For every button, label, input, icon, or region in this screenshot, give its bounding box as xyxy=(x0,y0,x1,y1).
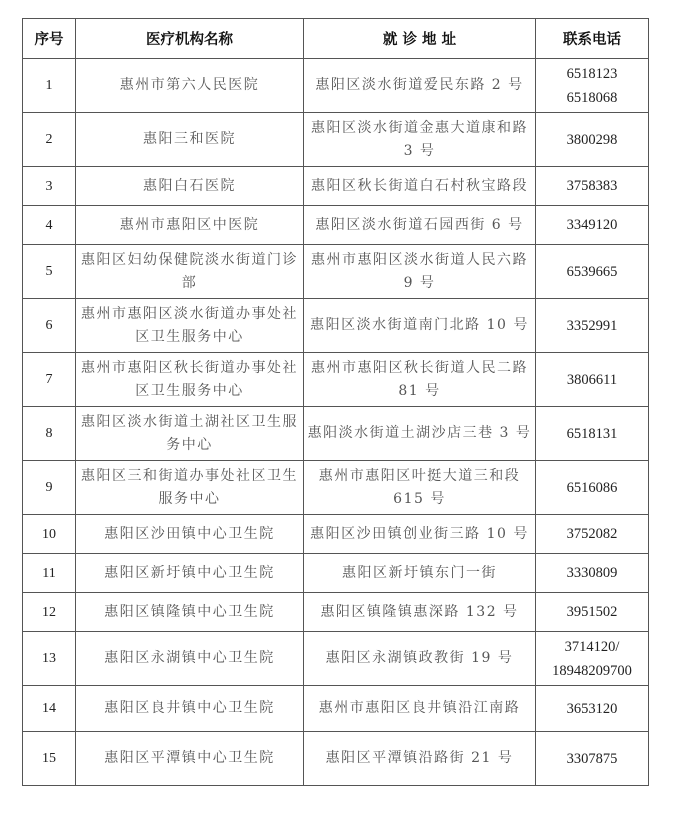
row-phone-line: 3653120 xyxy=(566,700,618,717)
row-index: 5 xyxy=(23,245,76,299)
row-phone xyxy=(536,461,649,515)
row-phone-line: 6518131 xyxy=(566,425,618,442)
row-phone-line: 6539665 xyxy=(566,263,618,280)
row-index: 10 xyxy=(23,515,76,554)
table-row xyxy=(23,245,649,299)
row-name: 惠阳区平潭镇中心卫生院 xyxy=(76,732,304,786)
table-row xyxy=(23,732,649,786)
table-row xyxy=(23,206,649,245)
row-phone xyxy=(536,554,649,593)
row-index: 15 xyxy=(23,732,76,786)
row-name: 惠阳区新圩镇中心卫生院 xyxy=(76,554,304,593)
row-phone xyxy=(536,206,649,245)
row-index: 7 xyxy=(23,353,76,407)
row-index: 14 xyxy=(23,686,76,732)
row-address: 惠阳区镇隆镇惠深路 132 号 xyxy=(304,593,536,632)
table-row xyxy=(23,461,649,515)
row-address: 惠阳区秋长街道白石村秋宝路段 xyxy=(304,167,536,206)
table-row xyxy=(23,167,649,206)
row-address: 惠阳区沙田镇创业街三路 10 号 xyxy=(304,515,536,554)
header-row xyxy=(23,19,649,59)
table-row xyxy=(23,113,649,167)
row-address: 惠阳区淡水街道南门北路 10 号 xyxy=(304,299,536,353)
table-row xyxy=(23,353,649,407)
row-phone xyxy=(536,593,649,632)
header-name: 医疗机构名称 xyxy=(76,19,304,59)
row-name: 惠州市第六人民医院 xyxy=(76,59,304,113)
row-name: 惠阳区淡水街道土湖社区卫生服务中心 xyxy=(76,407,304,461)
row-phone-line: 3349120 xyxy=(566,217,618,233)
row-index: 6 xyxy=(23,299,76,353)
row-name: 惠阳区良井镇中心卫生院 xyxy=(76,686,304,732)
header-index: 序号 xyxy=(23,19,76,59)
row-phone-line: 6516086 xyxy=(566,479,618,496)
header-phone: 联系电话 xyxy=(536,19,649,59)
row-phone xyxy=(536,407,649,461)
table-row xyxy=(23,59,649,113)
table-row xyxy=(23,632,649,686)
row-phone xyxy=(536,632,649,686)
row-phone xyxy=(536,167,649,206)
row-index: 2 xyxy=(23,113,76,167)
row-address: 惠阳区永湖镇政教街 19 号 xyxy=(304,632,536,686)
row-name: 惠阳区镇隆镇中心卫生院 xyxy=(76,593,304,632)
row-index: 11 xyxy=(23,554,76,593)
row-index: 4 xyxy=(23,206,76,245)
table-row xyxy=(23,554,649,593)
row-index: 12 xyxy=(23,593,76,632)
row-phone-line: 3714120/ xyxy=(564,638,620,655)
row-index: 1 xyxy=(23,59,76,113)
header-address: 就 诊 地 址 xyxy=(304,19,536,59)
row-index: 13 xyxy=(23,632,76,686)
row-phone-line: 6518123 xyxy=(566,65,618,82)
row-phone-line: 3758383 xyxy=(566,178,618,194)
row-name: 惠阳区沙田镇中心卫生院 xyxy=(76,515,304,554)
table-row xyxy=(23,686,649,732)
row-phone-line: 6518068 xyxy=(566,89,618,106)
row-name: 惠阳三和医院 xyxy=(76,113,304,167)
row-phone xyxy=(536,353,649,407)
row-address: 惠阳区平潭镇沿路街 21 号 xyxy=(304,732,536,786)
row-address: 惠阳区新圩镇东门一街 xyxy=(304,554,536,593)
table-row xyxy=(23,407,649,461)
row-phone xyxy=(536,515,649,554)
row-address: 惠州市惠阳区叶挺大道三和段 615 号 xyxy=(304,461,536,515)
row-phone xyxy=(536,245,649,299)
row-address: 惠州市惠阳区秋长街道人民二路 81 号 xyxy=(304,353,536,407)
row-phone xyxy=(536,686,649,732)
row-address: 惠州市惠阳区淡水街道人民六路 9 号 xyxy=(304,245,536,299)
row-address: 惠阳区淡水街道金惠大道康和路 3 号 xyxy=(304,113,536,167)
row-name: 惠州市惠阳区秋长街道办事处社区卫生服务中心 xyxy=(76,353,304,407)
row-name: 惠阳区永湖镇中心卫生院 xyxy=(76,632,304,686)
row-name: 惠州市惠阳区中医院 xyxy=(76,206,304,245)
row-phone xyxy=(536,113,649,167)
row-name: 惠阳区妇幼保健院淡水街道门诊部 xyxy=(76,245,304,299)
table-row xyxy=(23,299,649,353)
table-row xyxy=(23,515,649,554)
row-index: 8 xyxy=(23,407,76,461)
row-phone-line: 3806611 xyxy=(566,371,618,388)
row-index: 3 xyxy=(23,167,76,206)
row-phone-line: 3352991 xyxy=(566,317,618,334)
row-phone xyxy=(536,299,649,353)
row-phone xyxy=(536,732,649,786)
row-phone-line: 3330809 xyxy=(566,565,618,581)
row-phone xyxy=(536,59,649,113)
row-address: 惠阳淡水街道土湖沙店三巷 3 号 xyxy=(304,407,536,461)
row-phone-line: 3752082 xyxy=(566,526,618,542)
table-row xyxy=(23,593,649,632)
row-phone-line: 3800298 xyxy=(566,131,618,148)
row-address: 惠阳区淡水街道爱民东路 2 号 xyxy=(304,59,536,113)
row-phone-line: 3951502 xyxy=(566,604,618,620)
row-phone-line: 3307875 xyxy=(566,750,618,767)
row-name: 惠阳区三和街道办事处社区卫生服务中心 xyxy=(76,461,304,515)
row-phone-line: 18948209700 xyxy=(552,662,632,679)
row-name: 惠阳白石医院 xyxy=(76,167,304,206)
row-address: 惠州市惠阳区良井镇沿江南路 xyxy=(304,686,536,732)
row-index: 9 xyxy=(23,461,76,515)
row-name: 惠州市惠阳区淡水街道办事处社区卫生服务中心 xyxy=(76,299,304,353)
clinic-table xyxy=(22,18,649,786)
clinic-table-container xyxy=(22,18,648,786)
row-address: 惠阳区淡水街道石园西街 6 号 xyxy=(304,206,536,245)
